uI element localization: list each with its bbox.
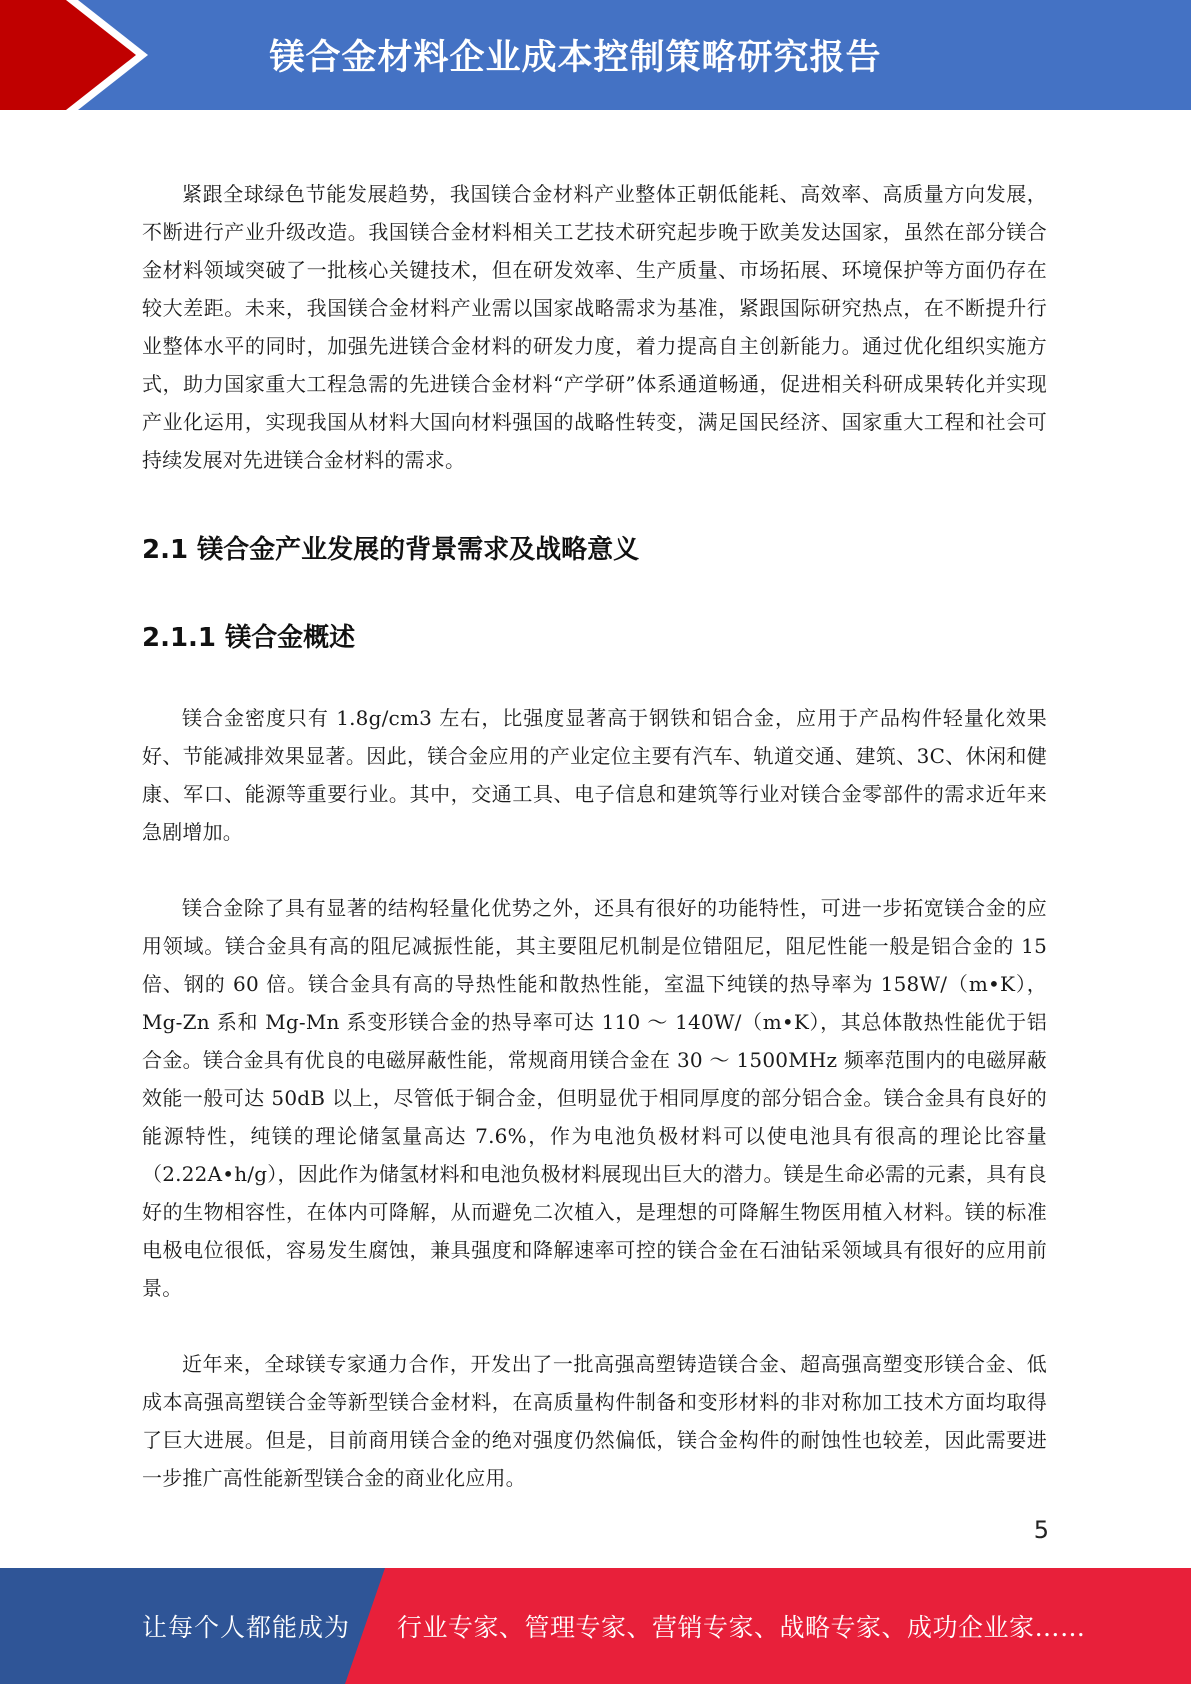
footer-slogan-right: 行业专家、管理专家、营销专家、战略专家、成功企业家……	[397, 1613, 1086, 1642]
footer-slogan-left: 让每个人都能成为	[142, 1613, 351, 1642]
body-paragraph: 镁合金除了具有显著的结构轻量化优势之外，还具有很好的功能特性，可进一步拓宽镁合金的应用领域。镁合金具有高的阻尼减振性能，其主要阻尼机制是位错阻尼，阻尼性能一般是铝合金的 15 倍、钢的 60 倍。镁合金具有高的导热性能和散热性能，室温下纯镁的热导率为 158W/（m•K），Mg-Zn 系和 Mg-Mn 系变形镁合金的热导率可达 110 ～ 140W/（m•K），其总体散热性能优于铝合金。镁合金具有优良的电磁屏蔽性能，常规商用镁合金在 30 ～ 1500MHz 频率范围内的电磁屏蔽效能一般可达 50dB 以上，尽管低于铜合金，但明显优于相同厚度的部分铝合金。镁合金具有良好的能源特性，纯镁的理论储氢量高达 7.6%，作为电池负极材料可以使电池具有很高的理论比容量（2.22A•h/g），因此作为储氢材料和电池负极材料展现出巨大的潜力。镁是生命必需的元素，具有良好的生物相容性，在体内可降解，从而避免二次植入，是理想的可降解生物医用植入材料。镁的标准电极电位很低，容易发生腐蚀，兼具强度和降解速率可控的镁合金在石油钻采领域具有很好的应用前景。	[142, 896, 1047, 1300]
footer-banner	[0, 1568, 1191, 1684]
document-body	[142, 175, 1047, 1497]
page-number: 5	[1033, 1516, 1049, 1544]
subsection-heading: 2.1.1 镁合金概述	[142, 623, 356, 653]
intro-paragraph: 紧跟全球绿色节能发展趋势，我国镁合金材料产业整体正朝低能耗、高效率、高质量方向发展，不断进行产业升级改造。我国镁合金材料相关工艺技术研究起步晚于欧美发达国家，虽然在部分镁合金材料领域突破了一批核心关键技术，但在研发效率、生产质量、市场拓展、环境保护等方面仍存在较大差距。未来，我国镁合金材料产业需以国家战略需求为基准，紧跟国际研究热点，在不断提升行业整体水平的同时，加强先进镁合金材料的研发力度，着力提高自主创新能力。通过优化组织实施方式，助力国家重大工程急需的先进镁合金材料“产学研”体系通道畅通，促进相关科研成果转化并实现产业化运用，实现我国从材料大国向材料强国的战略性转变，满足国民经济、国家重大工程和社会可持续发展对先进镁合金材料的需求。	[142, 182, 1047, 472]
body-paragraph: 近年来，全球镁专家通力合作，开发出了一批高强高塑铸造镁合金、超高强高塑变形镁合金、低成本高强高塑镁合金等新型镁合金材料，在高质量构件制备和变形材料的非对称加工技术方面均取得了巨大进展。但是，目前商用镁合金的绝对强度仍然偏低，镁合金构件的耐蚀性也较差，因此需要进一步推广高性能新型镁合金的商业化应用。	[142, 1352, 1047, 1490]
document-title: 镁合金材料企业成本控制策略研究报告	[269, 38, 882, 78]
header-chevron-decoration	[0, 0, 150, 110]
section-heading: 2.1 镁合金产业发展的背景需求及战略意义	[142, 535, 640, 565]
header-banner	[0, 0, 1191, 110]
body-paragraph: 镁合金密度只有 1.8g/cm3 左右，比强度显著高于钢铁和铝合金，应用于产品构件轻量化效果好、节能减排效果显著。因此，镁合金应用的产业定位主要有汽车、轨道交通、建筑、3C、休闲和健康、军口、能源等重要行业。其中，交通工具、电子信息和建筑等行业对镁合金零部件的需求近年来急剧增加。	[142, 706, 1047, 844]
